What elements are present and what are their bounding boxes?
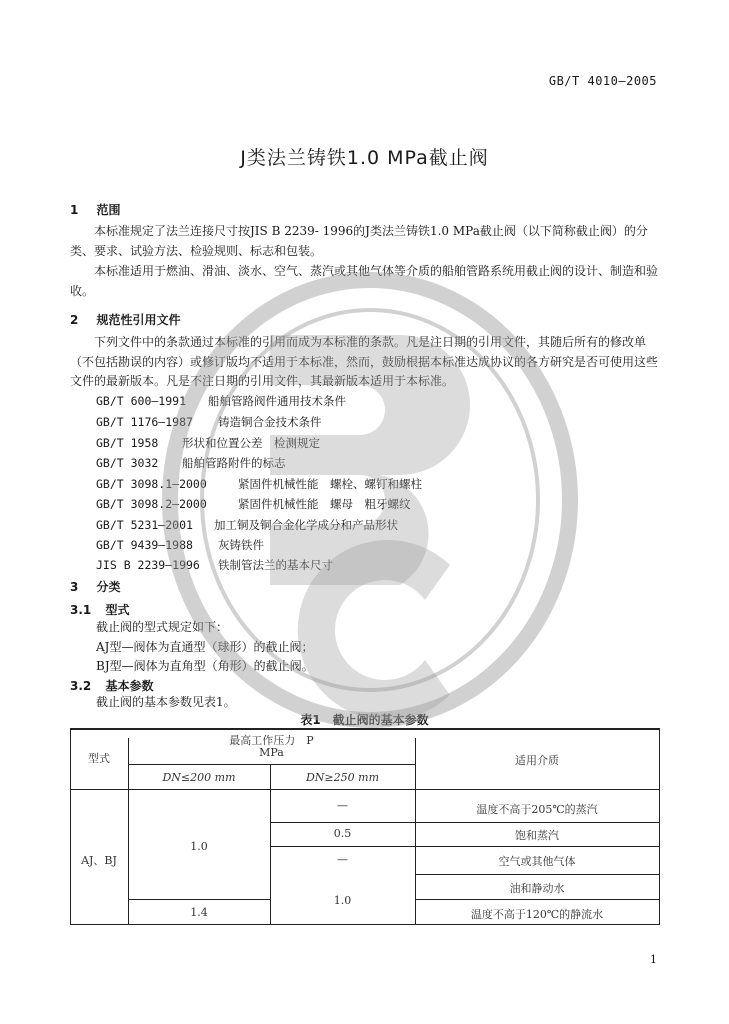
reference-item: GB/T 3098.2—2000 紧固件机械性能 螺母 粗牙螺纹 bbox=[96, 497, 411, 511]
table-row-divider bbox=[270, 822, 659, 823]
table-header-divider bbox=[70, 789, 660, 790]
type-bj-description: BJ型—阀体为直角型（角形）的截止阀。 bbox=[96, 659, 314, 673]
table-subheader-divider bbox=[128, 764, 415, 765]
section-3-2-text: 截止阀的基本参数见表1。 bbox=[96, 695, 236, 709]
type-aj-description: AJ型—阀体为直通型（球形）的截止阀； bbox=[96, 640, 314, 654]
page-number: 1 bbox=[650, 953, 657, 966]
table-border-bottom bbox=[70, 924, 660, 925]
section-3-1-heading bbox=[70, 601, 129, 618]
reference-item: GB/T 1958 形状和位置公差 检测规定 bbox=[96, 436, 320, 450]
reference-item: GB/T 9439—1988 灰铸铁件 bbox=[96, 538, 264, 552]
reference-item: GB/T 600—1991 船舶管路阀件通用技术条件 bbox=[96, 394, 346, 408]
table-border-top bbox=[70, 728, 660, 730]
table-caption: 表1 截止阀的基本参数 bbox=[300, 713, 429, 727]
section-title: 规范性引用文件 bbox=[96, 313, 181, 327]
section-1-paragraph-1: 本标准规定了法兰连接尺寸按JIS B 2239- 1996的J类法兰铸铁1.0 MPa截止阀（以下简称截止阀）的分类、要求、试验方法、检验规则、标志和包装。 bbox=[70, 224, 648, 258]
table-row-divider bbox=[270, 846, 659, 847]
section-3-heading bbox=[70, 578, 121, 595]
reference-item: GB/T 5231—2001 加工铜及铜合金化学成分和产品形状 bbox=[96, 518, 398, 532]
pressure-large-value: 1.0 bbox=[333, 894, 352, 907]
reference-item: GB/T 3098.1—2000 紧固件机械性能 螺栓、螺钉和螺柱 bbox=[96, 477, 422, 491]
section-title: 范围 bbox=[96, 203, 121, 217]
table-border-right bbox=[659, 728, 660, 924]
section-2-paragraph: 下列文件中的条款通过本标准的引用而成为本标准的条款。凡是注日期的引用文件，其随后所有的修改单（不包括勘误的内容）或修订版均不适用于本标准，然而，鼓励根据本标准达成协议的各方研究是否可使用这些文件的最新版本。凡是不注日期的引用文件，其最新版本适用于本标准。 bbox=[70, 335, 659, 388]
section-number: 3 bbox=[70, 580, 79, 594]
type-value: AJ、BJ bbox=[81, 854, 117, 867]
header-dn-small: DN≤200 mm bbox=[162, 771, 236, 784]
header-medium: 适用介质 bbox=[515, 754, 559, 767]
section-title: 基本参数 bbox=[105, 679, 154, 693]
section-2-heading bbox=[70, 311, 181, 328]
pressure-small-value: 1.0 bbox=[190, 840, 208, 853]
section-number: 3.1 bbox=[70, 603, 92, 617]
pressure-large-value: 0.5 bbox=[333, 827, 352, 840]
reference-item: GB/T 1176—1987 铸造铜合金技术条件 bbox=[96, 415, 322, 429]
header-pressure-unit: MPa bbox=[259, 746, 284, 759]
section-1-paragraph-2: 本标准适用于燃油、滑油、淡水、空气、蒸汽或其他气体等介质的船舶管路系统用截止阀的设计、制造和验收。 bbox=[70, 264, 659, 298]
header-dn-large: DN≥250 mm bbox=[305, 771, 379, 784]
table-row-divider bbox=[415, 899, 659, 900]
medium-value: 油和静动水 bbox=[509, 882, 565, 895]
section-3-1-text: 截止阀的型式规定如下： bbox=[96, 620, 229, 634]
table-row-divider bbox=[415, 874, 659, 875]
pressure-large-value: — bbox=[337, 853, 348, 866]
table-col-divider bbox=[128, 789, 129, 924]
section-number: 2 bbox=[70, 313, 79, 327]
document-title: J类法兰铸铁1.0 MPa截止阀 bbox=[240, 147, 489, 169]
reference-item: JIS B 2239—1996 铁制管法兰的基本尺寸 bbox=[96, 558, 333, 572]
section-title: 分类 bbox=[96, 580, 121, 594]
header-pressure: 最高工作压力 P bbox=[229, 734, 314, 747]
standard-code: GB/T 4010—2005 bbox=[548, 74, 657, 88]
medium-value: 温度不高于120℃的静流水 bbox=[470, 908, 604, 921]
section-title: 型式 bbox=[105, 603, 130, 617]
section-number: 3.2 bbox=[70, 679, 92, 693]
reference-item: GB/T 3032 船舶管路附件的标志 bbox=[96, 456, 286, 470]
section-1-heading bbox=[70, 201, 121, 218]
header-type: 型式 bbox=[88, 752, 110, 765]
section-number: 1 bbox=[70, 203, 79, 217]
table-row-divider bbox=[128, 899, 270, 900]
medium-value: 饱和蒸汽 bbox=[515, 829, 559, 842]
medium-value: 空气或其他气体 bbox=[498, 855, 576, 868]
medium-value: 温度不高于205℃的蒸汽 bbox=[476, 803, 598, 816]
pressure-small-value: 1.4 bbox=[190, 906, 208, 919]
pressure-large-value: — bbox=[337, 799, 348, 812]
